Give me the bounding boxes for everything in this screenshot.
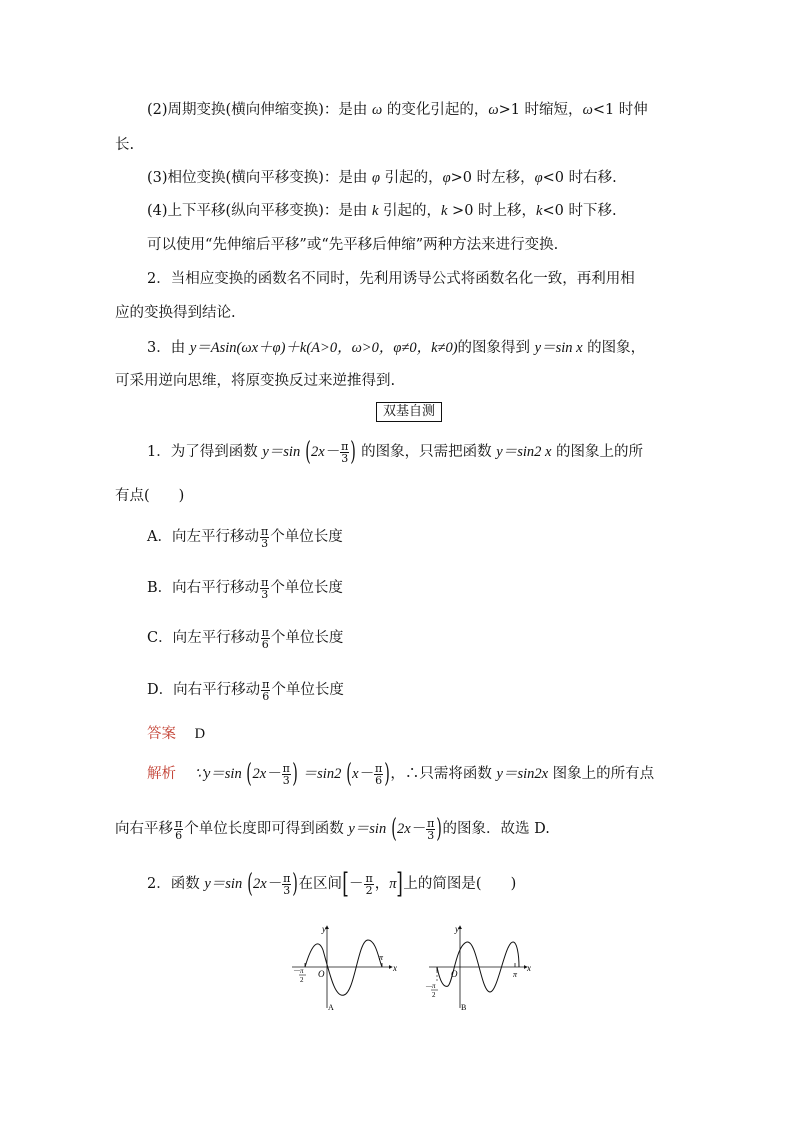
graph-b-label: B [461, 1003, 467, 1012]
graph-b-left-tick-sign: － [425, 982, 433, 991]
graph-b-origin: O [451, 969, 458, 979]
left-paren: ( [305, 437, 311, 467]
para-phase: (3)相位变换(横向平移变换)：是由 φ 引起的，φ>0 时左移，φ<0 时右移. [147, 170, 617, 186]
para-point3-line2: 可采用逆向思维，将原变换反过来逆推得到. [115, 373, 396, 389]
analysis-label: 解析 [147, 766, 176, 782]
graph-b[interactable] [425, 924, 531, 1012]
graph-a-left-tick-den: 2 [300, 976, 304, 984]
graph-b-y-label: y [455, 924, 459, 934]
graph-b-left-tick-den: 2 [432, 991, 436, 999]
para-period-line2: 长. [115, 137, 135, 153]
graph-a-curve [305, 940, 382, 995]
para-vertical: (4)上下平移(纵向平移变换)：是由 k 引起的，k >0 时上移，k<0 时下移. [147, 203, 617, 219]
graph-a-y-label: y [322, 924, 326, 934]
q1-answer [147, 724, 205, 744]
answer-label: 答案 [147, 726, 176, 742]
graph-a-origin: O [318, 969, 325, 979]
graph-b-x-label: x [527, 963, 531, 973]
graph-a[interactable] [292, 924, 397, 1012]
graph-a-x-label: x [393, 963, 397, 973]
q1-analysis-line1: 解析 ∵y＝sin (2x－ $\frac{\pi}{3}$ ) ＝sin2 (x－ $\frac{\pi}{6}$ )，∴只需将函数 y＝sin2x 图象上的所有点 [147, 759, 655, 789]
graph-a-right-tick: π [379, 953, 384, 962]
q2-stem: 2．函数 y＝sin (2x－ $\frac{\pi}{3}$ )在区间[－ $\frac{\pi}{2}$ ，π]上的简图是( ) [147, 867, 517, 900]
q1-analysis-line2: 向右平移 $\frac{\pi}{6}$ 个单位长度即可得到函数 y＝sin (2x－ $\frac{\pi}{3}$ )的图象．故选 D. [115, 814, 550, 844]
q1-option-b: B．向右平行移动 $\frac{\pi}{3}$ 个单位长度 [147, 575, 343, 601]
q1-option-a: A．向左平行移动 $\frac{\pi}{3}$ 个单位长度 [147, 524, 343, 550]
graph-a-label: A [328, 1003, 334, 1012]
graph-a-left-tick-sign: － [293, 966, 301, 975]
para-period-line1: (2)周期变换(横向伸缩变换)：是由 ω 的变化引起的，ω>1 时缩短，ω<1 时伸 [147, 102, 648, 118]
graph-b-left-tick-pi: π [432, 982, 436, 990]
q1-option-d: D．向右平行移动 $\frac{\pi}{6}$ 个单位长度 [147, 677, 344, 703]
q1-option-c: C．向左平行移动 $\frac{\pi}{6}$ 个单位长度 [147, 625, 344, 651]
section-title-box: 双基自测 [376, 402, 442, 422]
q1-stem-line2: 有点( ) [115, 488, 185, 504]
para-methods: 可以使用“先伸缩后平移”或“先平移后伸缩”两种方法来进行变换. [147, 237, 559, 253]
q1-stem-line1: 1．为了得到函数 y＝sin (2x－ $\frac{\pi}{3}$ ) 的图象，只需把函数 y＝sin2 x 的图象上的所 [147, 437, 644, 467]
para-point2-line2: 应的变换得到结论. [115, 305, 236, 321]
graph-b-right-tick: π [513, 970, 518, 979]
para-point3-line1: 3．由 y＝Asin(ωx＋φ)＋k(A>0，ω>0，φ≠0，k≠0)的图象得到 y＝sin x 的图象， [147, 340, 646, 356]
q2-graph-options [280, 920, 540, 1015]
answer-value: D [194, 726, 206, 742]
graph-a-left-tick-pi: π [300, 967, 304, 975]
para-point2-line1: 2．当相应变换的函数名不同时，先利用诱导公式将函数名化一致，再利用相 [147, 271, 635, 287]
right-paren: ) [350, 437, 357, 467]
